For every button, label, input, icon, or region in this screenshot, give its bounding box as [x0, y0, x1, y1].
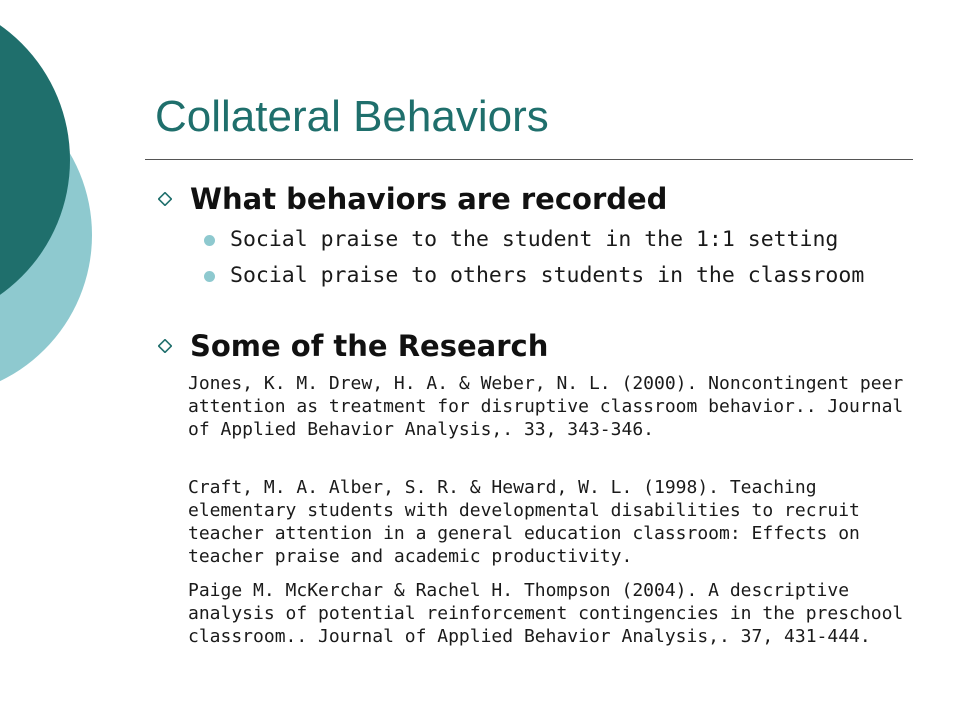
list-item — [230, 226, 900, 253]
section-heading-text: Some of the Research — [190, 329, 549, 363]
list-item — [230, 262, 900, 289]
hollow-diamond-icon — [158, 339, 172, 353]
list-item-text: Social praise to others students in the classroom — [230, 263, 865, 288]
reference-item: Craft, M. A. Alber, S. R. & Heward, W. L. (1998). Teaching elementary students with developmental disabilities to recruit teacher attention in a general education classroom: Effects on teacher praise and academic productivity. — [188, 477, 860, 567]
decorative-circles — [0, 0, 120, 420]
bullet-dot-icon — [204, 235, 215, 246]
bullet-dot-icon — [204, 271, 215, 282]
section-heading-text: What behaviors are recorded — [190, 182, 668, 216]
list-item-text: Social praise to the student in the 1:1 setting — [230, 227, 839, 252]
reference-item: Paige M. McKerchar & Rachel H. Thompson (2004). A descriptive analysis of potential reinforcement contingencies in the preschool classroom.. Journal of Applied Behavior Analysis,. 37, 431-444. — [188, 580, 904, 647]
slide-title: Collateral Behaviors — [155, 92, 549, 141]
hollow-diamond-icon — [158, 192, 172, 206]
reference-item: Jones, K. M. Drew, H. A. & Weber, N. L. (2000). Noncontingent peer attention as treatment for disruptive classroom behavior.. Journal of Applied Behavior Analysis,. 33, 343-346. — [188, 373, 904, 440]
title-divider — [145, 159, 913, 160]
